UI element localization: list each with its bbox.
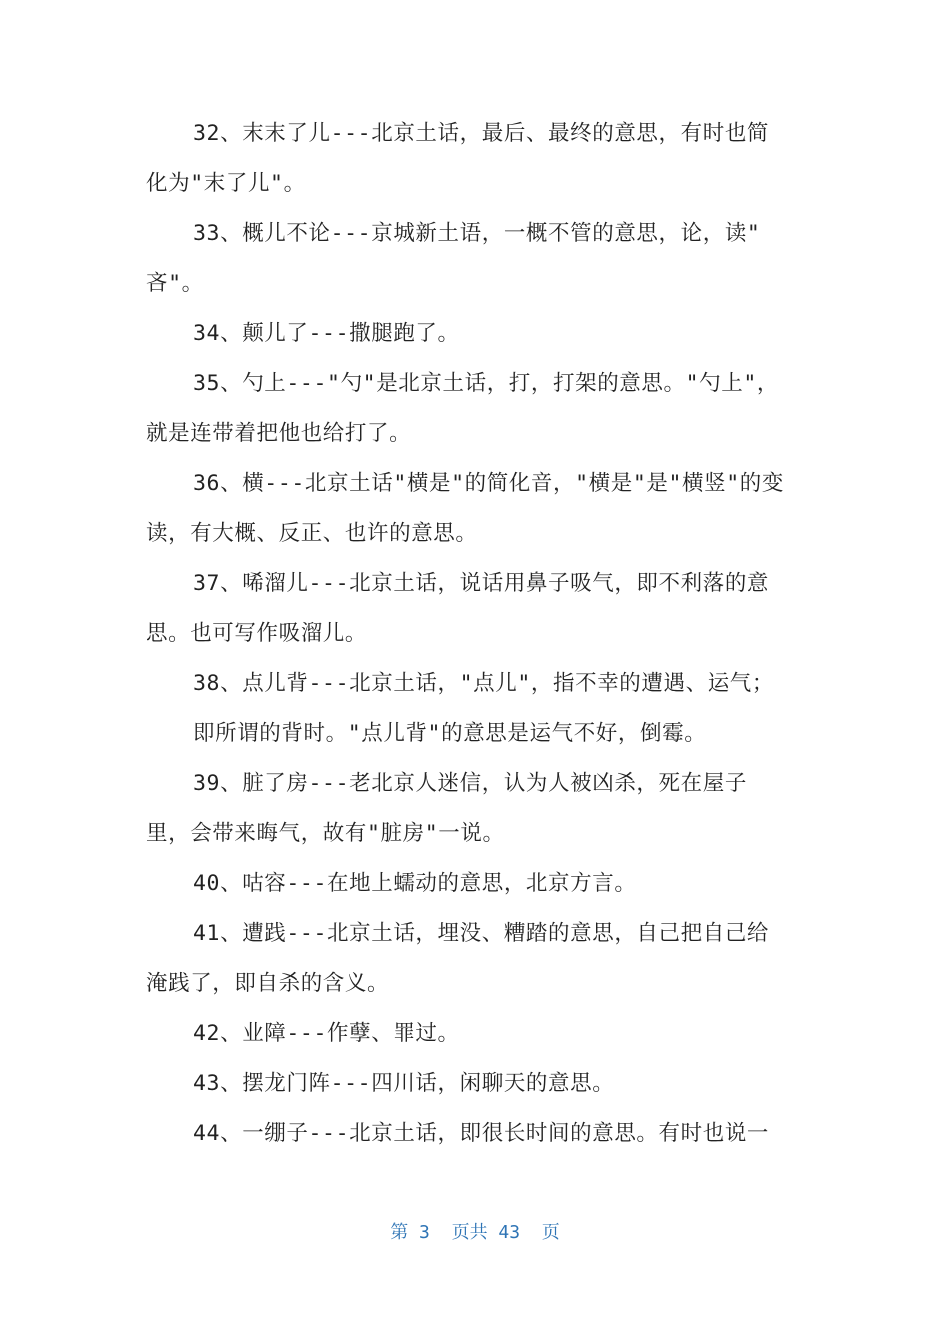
text-line: 32、末末了儿---北京土话，最后、最终的意思，有时也简 xyxy=(193,121,770,146)
text-line: 34、颠儿了---撒腿跑了。 xyxy=(193,321,460,346)
text-line: 43、摆龙门阵---四川话，闲聊天的意思。 xyxy=(193,1071,615,1096)
text-line: 41、遭践---北京土话，埋没、糟踏的意思，自己把自己给 xyxy=(193,921,770,946)
text-line: 33、概儿不论---京城新土语，一概不管的意思，论，读" xyxy=(193,221,761,246)
text-line: 读，有大概、反正、也许的意思。 xyxy=(146,521,478,546)
text-line: 40、咕容---在地上蠕动的意思，北京方言。 xyxy=(193,871,637,896)
text-line: 即所谓的背时。"点儿背"的意思是运气不好，倒霉。 xyxy=(193,721,707,746)
text-line: 42、业障---作孽、罪过。 xyxy=(193,1021,460,1046)
text-line: 37、唏溜儿---北京土话，说话用鼻子吸气，即不利落的意 xyxy=(193,571,770,596)
text-line: 吝"。 xyxy=(146,271,204,296)
text-line: 化为"末了儿"。 xyxy=(146,171,306,196)
text-line: 思。也可写作吸溜儿。 xyxy=(146,621,368,646)
text-line: 39、脏了房---老北京人迷信，认为人被凶杀，死在屋子 xyxy=(193,771,747,796)
text-line: 35、勺上---"勺"是北京土话，打，打架的意思。"勺上"， xyxy=(193,371,779,396)
text-line: 里，会带来晦气，故有"脏房"一说。 xyxy=(146,821,505,846)
text-line: 36、横---北京土话"横是"的简化音，"横是"是"横竖"的变 xyxy=(193,471,784,496)
text-line: 就是连带着把他也给打了。 xyxy=(146,421,412,446)
text-line: 38、点儿背---北京土话，"点儿"，指不幸的遭遇、运气； xyxy=(193,671,775,696)
page-number-footer: 第 3 页共 43 页 xyxy=(390,1222,560,1243)
text-line: 淹践了，即自杀的含义。 xyxy=(146,971,390,996)
text-line: 44、一绷子---北京土话，即很长时间的意思。有时也说一 xyxy=(193,1121,770,1146)
